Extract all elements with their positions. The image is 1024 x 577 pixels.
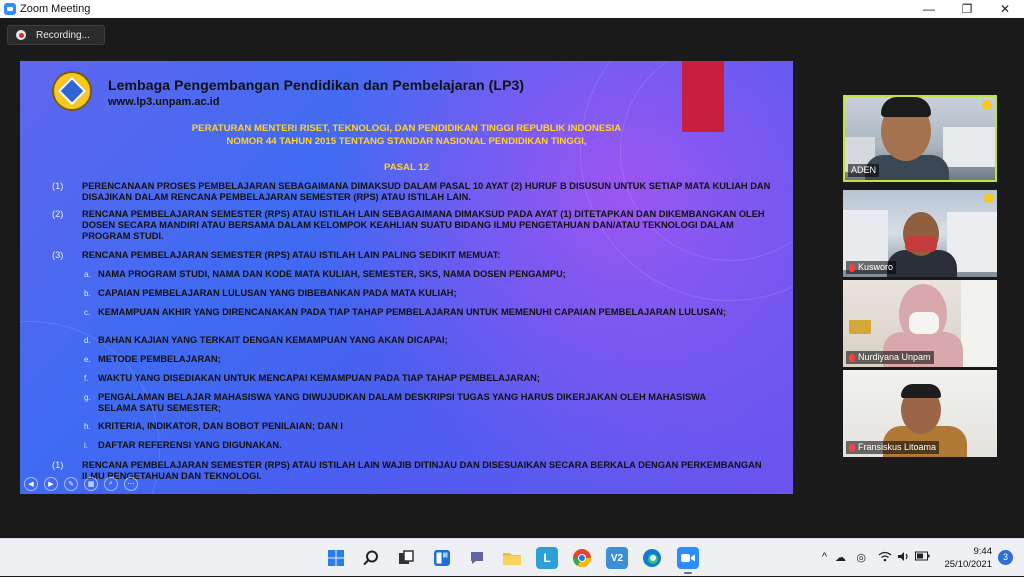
list-item: [84, 440, 734, 451]
muted-mic-icon: [849, 354, 855, 362]
slide-org-title: Lembaga Pengembangan Pendidikan dan Pembelajaran (LP3): [108, 77, 525, 93]
item-letter: b.: [84, 289, 91, 298]
notification-badge[interactable]: 3: [998, 550, 1013, 565]
item-letter: e.: [84, 355, 91, 364]
restore-button[interactable]: ❐: [961, 2, 973, 16]
muted-mic-icon: [849, 264, 855, 272]
meeting-stage: [0, 18, 1024, 538]
item-text: WAKTU YANG DISEDIAKAN UNTUK MENCAPAI KEMAMPUAN PADA TIAP TAHAP PEMBELAJARAN;: [98, 373, 540, 383]
clock-time: 9:44: [973, 546, 992, 557]
widgets-icon[interactable]: [431, 547, 453, 569]
section-title: PASAL 12: [384, 162, 429, 173]
participant-name-label: Fransiskus Litoama: [846, 441, 939, 454]
battery-icon[interactable]: [915, 551, 930, 564]
app-l-icon[interactable]: L: [536, 547, 558, 569]
zoom-app-icon: [4, 3, 16, 15]
teams-chat-icon[interactable]: [466, 547, 488, 569]
next-slide-icon[interactable]: ▶: [44, 477, 58, 491]
minimize-button[interactable]: —: [923, 2, 935, 16]
paragraph-4: [52, 460, 782, 482]
paragraph-1: [52, 181, 782, 203]
recording-indicator[interactable]: [7, 25, 105, 45]
slide-controls: [24, 477, 138, 491]
slide-website: www.lp3.unpam.ac.id: [108, 96, 220, 108]
more-options-icon[interactable]: ⋯: [124, 477, 138, 491]
item-text: NAMA PROGRAM STUDI, NAMA DAN KODE MATA KULIAH, SEMESTER, SKS, NAMA DOSEN PENGAMPU;: [98, 269, 566, 279]
university-logo-icon: [982, 100, 992, 110]
item-text: CAPAIAN PEMBELAJARAN LULUSAN YANG DIBEBANKAN PADA MATA KULIAH;: [98, 288, 457, 298]
list-item: [84, 373, 734, 384]
list-item: [84, 288, 734, 299]
list-item: [84, 335, 734, 346]
muted-mic-icon: [849, 444, 855, 452]
windows-start-icon[interactable]: [325, 547, 347, 569]
participant-name-label: ADEN: [848, 164, 879, 177]
windows-taskbar: [0, 538, 1024, 576]
wifi-icon[interactable]: [878, 551, 892, 565]
university-logo-icon: [984, 193, 994, 203]
item-letter: c.: [84, 308, 91, 317]
paragraph-number: (1): [52, 460, 64, 470]
volume-icon[interactable]: [897, 551, 910, 565]
paragraph-number: (1): [52, 181, 64, 191]
cloud-icon[interactable]: ☁: [835, 552, 846, 564]
edge-icon[interactable]: [641, 547, 663, 569]
taskbar-clock[interactable]: [944, 545, 992, 571]
item-text: BAHAN KAJIAN YANG TERKAIT DENGAN KEMAMPUAN YANG AKAN DICAPAI;: [98, 335, 448, 345]
shared-screen-slide: [20, 61, 793, 494]
item-letter: i.: [84, 441, 88, 450]
regulation-line-2: NOMOR 44 TAHUN 2015 TENTANG STANDAR NASIONAL PENDIDIKAN TINGGI,: [226, 136, 587, 147]
record-icon: [16, 30, 26, 40]
list-item: [84, 307, 734, 318]
search-icon[interactable]: [360, 547, 382, 569]
item-letter: a.: [84, 270, 91, 279]
paragraph-text: RENCANA PEMBELAJARAN SEMESTER (RPS) ATAU ISTILAH LAIN WAJIB DITINJAU DAN DISESUAIKAN SECARA BERKALA DENGAN PERKEMBANGAN ILMU PENGETAHUAN DAN TEKNOLOGI.: [82, 460, 762, 481]
location-icon[interactable]: ◎: [856, 552, 866, 564]
item-letter: h.: [84, 422, 91, 431]
list-item: [84, 269, 734, 280]
paragraph-text: PERENCANAAN PROSES PEMBELAJARAN SEBAGAIMANA DIMAKSUD DALAM PASAL 10 AYAT (2) HURUF B DISUSUN UNTUK SETIAP MATA KULIAH DAN DISAJIKAN DALAM RENCANA PEMBELAJARAN SEMESTER (RPS) ATAU ISTILAH LAIN.: [82, 181, 771, 202]
slide-red-tab: [682, 61, 724, 132]
paragraph-text: RENCANA PEMBELAJARAN SEMESTER (RPS) ATAU ISTILAH LAIN PALING SEDIKIT MEMUAT:: [82, 250, 501, 260]
zoom-taskbar-icon[interactable]: [677, 547, 699, 569]
item-text: KRITERIA, INDIKATOR, DAN BOBOT PENILAIAN; DAN I: [98, 421, 343, 431]
close-button[interactable]: ✕: [999, 2, 1011, 16]
item-letter: d.: [84, 336, 91, 345]
window-titlebar: [0, 0, 1024, 18]
paragraph-number: (2): [52, 209, 64, 219]
list-item: [84, 354, 734, 365]
chrome-icon[interactable]: [571, 547, 593, 569]
participant-video-tile[interactable]: [843, 190, 997, 277]
clock-date: 25/10/2021: [944, 559, 992, 570]
participant-name-label: Nurdiyana Unpam: [846, 351, 934, 364]
paragraph-number: (3): [52, 250, 64, 260]
item-text: METODE PEMBELAJARAN;: [98, 354, 221, 364]
zoom-slide-icon[interactable]: ⌕: [104, 477, 118, 491]
paragraph-2: [52, 209, 782, 242]
item-text: DAFTAR REFERENSI YANG DIGUNAKAN.: [98, 440, 282, 450]
paragraph-text: RENCANA PEMBELAJARAN SEMESTER (RPS) ATAU ISTILAH LAIN SEBAGAIMANA DIMAKSUD PADA AYAT (1) DITETAPKAN DAN DIKEMBANGKAN OLEH DOSEN SECARA MANDIRI ATAU BERSAMA DALAM KELOMPOK KEAHLIAN SUATU BIDANG ILMU PENGETAHUAN DAN/ATAU TEKNOLOGI DALAM PROGRAM STUDI.: [82, 209, 765, 241]
participant-video-tile[interactable]: [843, 95, 997, 182]
item-letter: g.: [84, 393, 91, 402]
item-letter: f.: [84, 374, 89, 383]
file-explorer-icon[interactable]: [501, 547, 523, 569]
task-view-icon[interactable]: [395, 547, 417, 569]
participant-video-tile[interactable]: [843, 280, 997, 367]
lp3-logo: [52, 71, 92, 111]
slides-grid-icon[interactable]: ▦: [84, 477, 98, 491]
participant-name-label: Kusworo: [846, 261, 896, 274]
list-item: [84, 421, 734, 432]
pen-icon[interactable]: ✎: [64, 477, 78, 491]
list-item: [84, 392, 734, 414]
previous-slide-icon[interactable]: ◀: [24, 477, 38, 491]
participant-video-tile[interactable]: [843, 370, 997, 457]
window-title: Zoom Meeting: [20, 3, 91, 15]
recording-label: Recording...: [36, 29, 90, 41]
item-text: KEMAMPUAN AKHIR YANG DIRENCANAKAN PADA TIAP TAHAP PEMBELAJARAN UNTUK MEMENUHI CAPAIAN PEMBELAJARAN LULUSAN;: [98, 307, 727, 317]
regulation-line-1: PERATURAN MENTERI RISET, TEKNOLOGI, DAN PENDIDIKAN TINGGI REPUBLIK INDONESIA: [191, 123, 622, 134]
chevron-up-icon[interactable]: ^: [821, 551, 827, 563]
item-text: PENGALAMAN BELAJAR MAHASISWA YANG DIWUJUDKAN DALAM DESKRIPSI TUGAS YANG HARUS DIKERJAKAN OLEH MAHASISWA SELAMA SATU SEMESTER;: [98, 392, 706, 413]
paragraph-3: [52, 250, 782, 261]
app-v2-icon[interactable]: V2: [606, 547, 628, 569]
